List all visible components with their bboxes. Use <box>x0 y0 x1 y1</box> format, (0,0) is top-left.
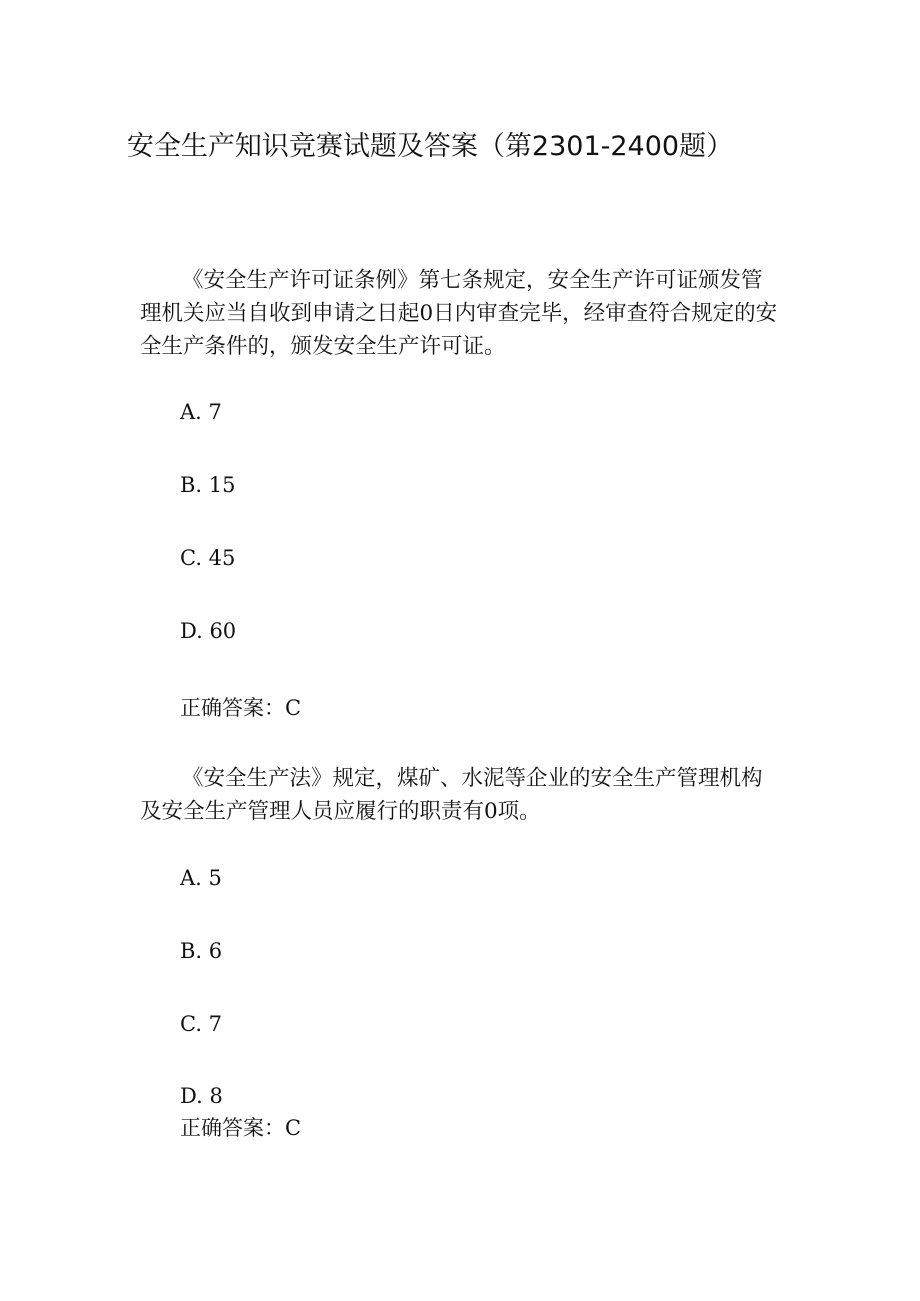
question-1-option-a: A. 7 <box>180 400 222 424</box>
document-title: 安全生产知识竞赛试题及答案（第2301-2400题） <box>126 131 734 162</box>
question-2-answer: 正确答案：C <box>180 1116 302 1140</box>
question-2-option-c: C. 7 <box>180 1012 223 1036</box>
question-2-option-b: B. 6 <box>180 939 223 963</box>
question-2-stem: 《安全生产法》规定，煤矿、水泥等企业的安全生产管理机构及安全生产管理人员应履行的职责有0项。 <box>140 766 763 824</box>
question-1-option-c: C. 45 <box>180 546 236 570</box>
question-1-stem: 《安全生产许可证条例》第七条规定，安全生产许可证颁发管理机关应当自收到申请之日起0日内审查完毕，经审查符合规定的安全生产条件的，颁发安全生产许可证。 <box>140 268 778 359</box>
question-1-answer: 正确答案：C <box>180 696 302 720</box>
question-2-option-a: A. 5 <box>180 866 222 890</box>
question-1-option-d: D. 60 <box>180 619 237 643</box>
question-1-option-b: B. 15 <box>180 473 236 497</box>
question-2-option-d: D. 8 <box>180 1084 223 1108</box>
